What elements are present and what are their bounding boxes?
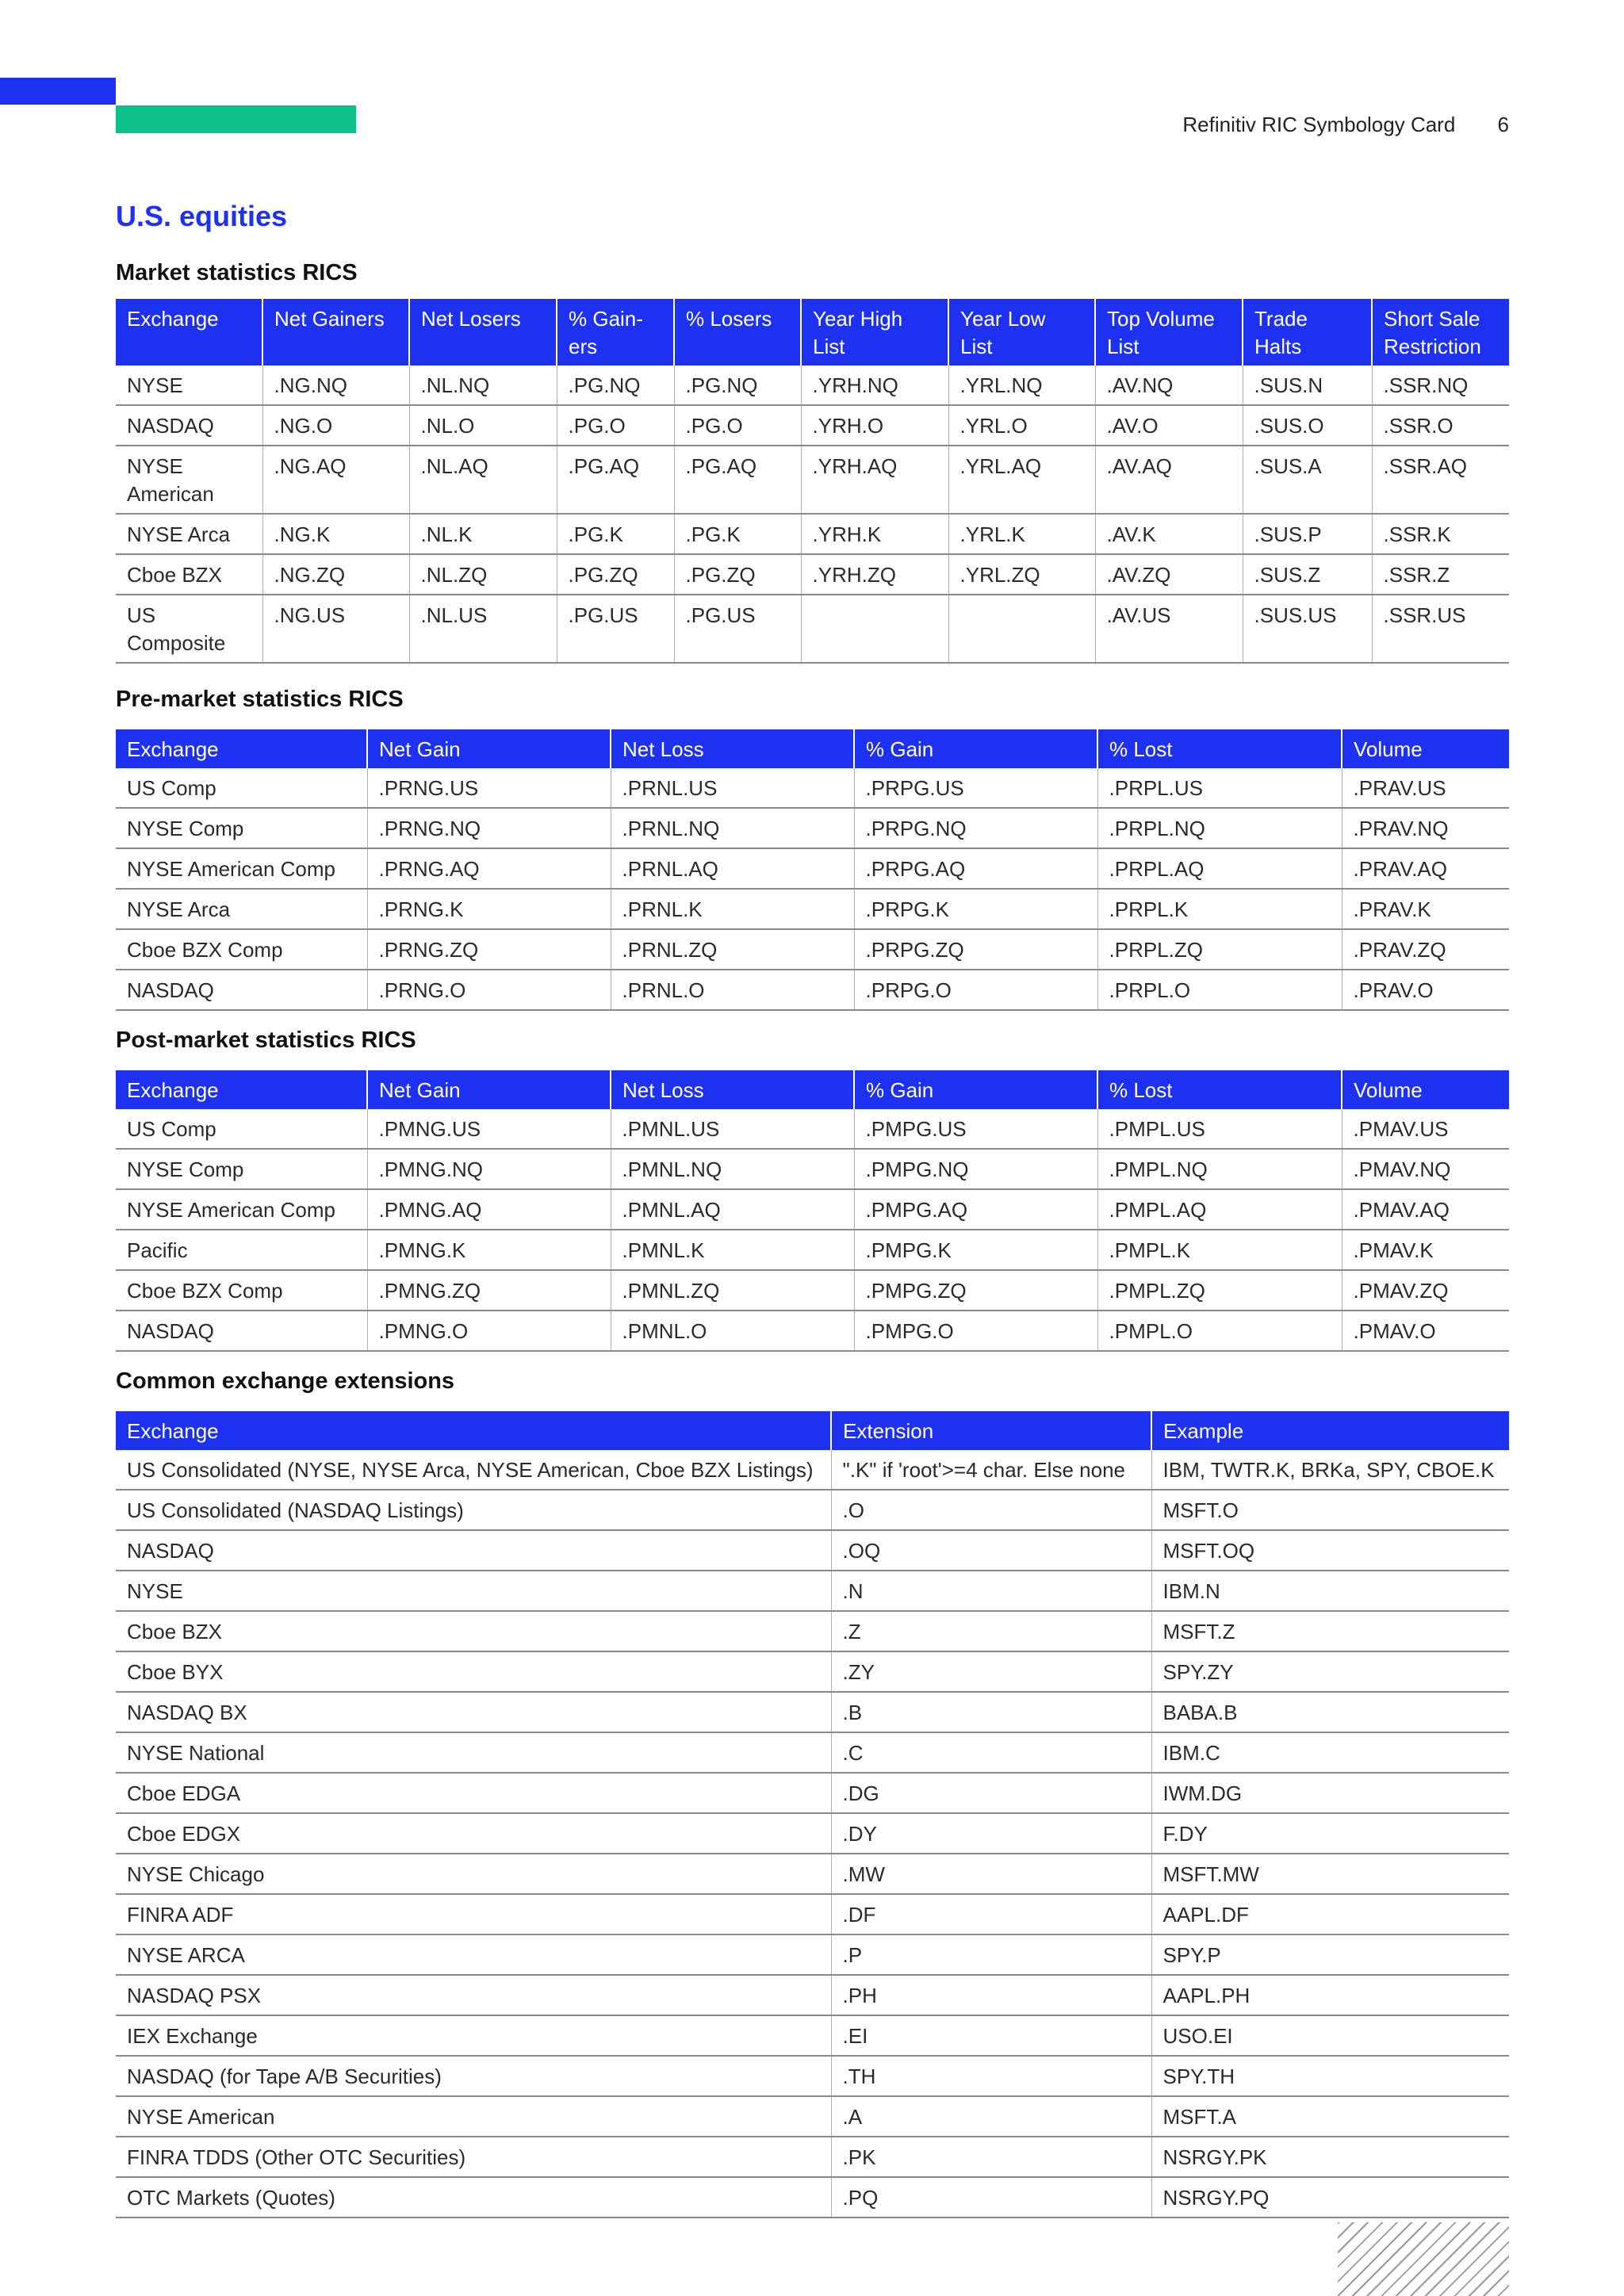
exchange-cell: NYSE Comp (116, 1149, 367, 1189)
table-cell: .PRAV.NQ (1342, 808, 1509, 848)
table-cell: .PMPL.O (1097, 1311, 1342, 1351)
page-number: 6 (1497, 113, 1509, 136)
table-cell: .SSR.AQ (1372, 446, 1509, 514)
table-cell: .SUS.Z (1243, 554, 1372, 595)
table-cell: .PRPG.ZQ (854, 929, 1097, 970)
table-row (116, 1934, 1509, 1975)
table-cell: .PRNG.US (367, 768, 611, 808)
exchange-cell: NYSE (116, 1571, 831, 1611)
exchange-cell: NASDAQ (116, 405, 262, 446)
exchange-cell: US Comp (116, 1109, 367, 1149)
table-cell: .PRNL.ZQ (611, 929, 854, 970)
table-row (116, 2015, 1509, 2056)
table-cell (948, 595, 1095, 663)
table-cell: .YRH.ZQ (801, 554, 948, 595)
table-cell: .PMNL.K (611, 1230, 854, 1270)
exchange-cell: NYSE ARCA (116, 1934, 831, 1975)
table-cell: .YRH.K (801, 514, 948, 554)
table-cell: .PRAV.ZQ (1342, 929, 1509, 970)
table-cell: .PMNG.ZQ (367, 1270, 611, 1311)
market-stats-table (116, 299, 1509, 664)
table-cell: .NL.K (409, 514, 557, 554)
table-row (116, 2096, 1509, 2137)
exchange-cell: NASDAQ (116, 1530, 831, 1571)
table-cell: .PG.AQ (557, 446, 674, 514)
table-cell: .PMAV.K (1342, 1230, 1509, 1270)
column-header: Short Sale Restriction (1372, 299, 1509, 365)
exchange-cell: NYSE American Comp (116, 848, 367, 889)
table-row (116, 1773, 1509, 1813)
table-cell: .PRNG.O (367, 970, 611, 1010)
exchange-cell: Pacific (116, 1230, 367, 1270)
post-market-title: Post-market statistics RICS (116, 1027, 416, 1053)
exchange-cell: NYSE (116, 365, 262, 405)
table-row (116, 848, 1509, 889)
table-cell: .PRPG.US (854, 768, 1097, 808)
table-cell: .PRPL.AQ (1097, 848, 1342, 889)
table-row (116, 1651, 1509, 1692)
exchange-cell: NASDAQ PSX (116, 1975, 831, 2015)
exchange-cell: Cboe BZX (116, 1611, 831, 1651)
table-cell: .MW (831, 1854, 1151, 1894)
table-cell: .SSR.K (1372, 514, 1509, 554)
exchange-cell: NASDAQ BX (116, 1692, 831, 1732)
table-row (116, 365, 1509, 405)
table-cell: .NL.NQ (409, 365, 557, 405)
table-cell: .NG.K (262, 514, 409, 554)
table-cell: .AV.AQ (1095, 446, 1243, 514)
table-cell: .PG.O (674, 405, 801, 446)
table-cell: .Z (831, 1611, 1151, 1651)
table-cell: .AV.O (1095, 405, 1243, 446)
table-cell: .SUS.N (1243, 365, 1372, 405)
table-cell: .PRNG.K (367, 889, 611, 929)
table-cell: .NL.US (409, 595, 557, 663)
table-cell: .PMNG.US (367, 1109, 611, 1149)
table-cell: .PMPL.K (1097, 1230, 1342, 1270)
post-market-table (116, 1070, 1509, 1352)
hatch-pattern-decoration (1338, 2222, 1509, 2296)
extensions-title: Common exchange extensions (116, 1368, 455, 1394)
table-cell: .AV.NQ (1095, 365, 1243, 405)
table-cell: .PG.ZQ (674, 554, 801, 595)
table-cell: .PRNL.K (611, 889, 854, 929)
table-cell: AAPL.DF (1151, 1894, 1509, 1934)
section-title: U.S. equities (116, 200, 288, 232)
exchange-cell: NASDAQ (for Tape A/B Securities) (116, 2056, 831, 2096)
table-cell: .PMNG.O (367, 1311, 611, 1351)
table-header-row (116, 1070, 1509, 1109)
table-row (116, 1490, 1509, 1530)
table-cell: .PRPL.K (1097, 889, 1342, 929)
table-row (116, 889, 1509, 929)
table-cell: .PMNG.K (367, 1230, 611, 1270)
table-cell: .YRH.O (801, 405, 948, 446)
table-cell: .PRPG.AQ (854, 848, 1097, 889)
table-cell: .EI (831, 2015, 1151, 2056)
column-header: Volume (1342, 1070, 1509, 1109)
column-header: Exchange (116, 1070, 367, 1109)
table-cell: .N (831, 1571, 1151, 1611)
exchange-cell: OTC Markets (Quotes) (116, 2177, 831, 2218)
table-cell: .PRNL.NQ (611, 808, 854, 848)
table-cell: .SSR.NQ (1372, 365, 1509, 405)
table-cell: .PMPG.ZQ (854, 1270, 1097, 1311)
table-row (116, 970, 1509, 1010)
table-cell: .PG.O (557, 405, 674, 446)
table-cell: .SSR.O (1372, 405, 1509, 446)
table-cell: .PMPG.K (854, 1230, 1097, 1270)
table-cell: .DG (831, 1773, 1151, 1813)
table-row (116, 1149, 1509, 1189)
table-cell: .PRPL.O (1097, 970, 1342, 1010)
table-cell: .PG.AQ (674, 446, 801, 514)
table-row (116, 2137, 1509, 2177)
table-cell: .A (831, 2096, 1151, 2137)
exchange-cell: US Comp (116, 768, 367, 808)
column-header: Extension (831, 1411, 1151, 1450)
column-header: % Gain-ers (557, 299, 674, 365)
table-row (116, 1813, 1509, 1854)
table-cell: .PMNL.O (611, 1311, 854, 1351)
table-row (116, 595, 1509, 663)
column-header: % Lost (1097, 729, 1342, 768)
pre-market-table (116, 729, 1509, 1011)
table-cell: .PG.K (674, 514, 801, 554)
table-row (116, 1450, 1509, 1490)
table-cell: NSRGY.PK (1151, 2137, 1509, 2177)
table-row (116, 768, 1509, 808)
table-cell: SPY.ZY (1151, 1651, 1509, 1692)
table-cell: .PMPL.ZQ (1097, 1270, 1342, 1311)
table-cell: .NG.US (262, 595, 409, 663)
table-cell: .PG.NQ (557, 365, 674, 405)
table-cell: .PG.NQ (674, 365, 801, 405)
exchange-cell: FINRA ADF (116, 1894, 831, 1934)
table-cell: .PRPG.NQ (854, 808, 1097, 848)
table-row (116, 1611, 1509, 1651)
column-header: Net Losers (409, 299, 557, 365)
running-header (1182, 113, 1509, 137)
table-cell: .PRNG.AQ (367, 848, 611, 889)
column-header: Net Loss (611, 1070, 854, 1109)
table-cell: .PMPG.AQ (854, 1189, 1097, 1230)
table-row (116, 405, 1509, 446)
table-cell: .PRNG.NQ (367, 808, 611, 848)
table-cell: .PG.ZQ (557, 554, 674, 595)
table-cell: MSFT.A (1151, 2096, 1509, 2137)
column-header: Exchange (116, 729, 367, 768)
extensions-table (116, 1411, 1509, 2218)
exchange-cell: NASDAQ (116, 1311, 367, 1351)
table-cell: .YRL.ZQ (948, 554, 1095, 595)
column-header: Net Gain (367, 1070, 611, 1109)
column-header: Exchange (116, 299, 262, 365)
table-cell: .SSR.Z (1372, 554, 1509, 595)
table-row (116, 446, 1509, 514)
table-cell: .PH (831, 1975, 1151, 2015)
table-cell: .PMNG.NQ (367, 1149, 611, 1189)
table-row (116, 1270, 1509, 1311)
table-cell: .PMNL.ZQ (611, 1270, 854, 1311)
table-cell: .PMPG.US (854, 1109, 1097, 1149)
table-cell: .PRPL.NQ (1097, 808, 1342, 848)
exchange-cell: NYSE American (116, 2096, 831, 2137)
column-header: Trade Halts (1243, 299, 1372, 365)
exchange-cell: US Consolidated (NYSE, NYSE Arca, NYSE American, Cboe BZX Listings) (116, 1450, 831, 1490)
exchange-cell: Cboe BZX (116, 554, 262, 595)
table-row (116, 1854, 1509, 1894)
table-cell: .PRPG.O (854, 970, 1097, 1010)
table-cell: .PRAV.AQ (1342, 848, 1509, 889)
table-cell: .PRNL.AQ (611, 848, 854, 889)
table-header-row (116, 1411, 1509, 1450)
exchange-cell: Cboe EDGA (116, 1773, 831, 1813)
table-cell: .PRAV.US (1342, 768, 1509, 808)
table-row (116, 1311, 1509, 1351)
table-cell: IBM.N (1151, 1571, 1509, 1611)
table-cell: .PRNL.O (611, 970, 854, 1010)
table-cell: SPY.P (1151, 1934, 1509, 1975)
table-cell: .PK (831, 2137, 1151, 2177)
column-header: Year High List (801, 299, 948, 365)
table-row (116, 1692, 1509, 1732)
table-cell: .PMNG.AQ (367, 1189, 611, 1230)
column-header: % Losers (674, 299, 801, 365)
table-cell: .NG.ZQ (262, 554, 409, 595)
table-cell: .YRH.AQ (801, 446, 948, 514)
column-header: Year Low List (948, 299, 1095, 365)
table-cell: ".K" if 'root'>=4 char. Else none (831, 1450, 1151, 1490)
table-cell: .PMNL.US (611, 1109, 854, 1149)
table-cell: MSFT.OQ (1151, 1530, 1509, 1571)
table-row (116, 514, 1509, 554)
brand-bar-blue (0, 78, 116, 105)
table-cell: .PMAV.AQ (1342, 1189, 1509, 1230)
table-row (116, 2177, 1509, 2218)
table-cell: MSFT.MW (1151, 1854, 1509, 1894)
exchange-cell: NYSE Arca (116, 889, 367, 929)
table-cell: .PRPG.K (854, 889, 1097, 929)
table-row (116, 1975, 1509, 2015)
table-cell: .PRPL.US (1097, 768, 1342, 808)
column-header: Net Gainers (262, 299, 409, 365)
exchange-cell: Cboe BZX Comp (116, 929, 367, 970)
table-cell: .YRL.NQ (948, 365, 1095, 405)
column-header: % Gain (854, 729, 1097, 768)
table-cell: .TH (831, 2056, 1151, 2096)
table-cell: .SUS.P (1243, 514, 1372, 554)
column-header: Volume (1342, 729, 1509, 768)
exchange-cell: US Composite (116, 595, 262, 663)
table-cell: .AV.ZQ (1095, 554, 1243, 595)
exchange-cell: NYSE Chicago (116, 1854, 831, 1894)
table-cell: .PG.US (674, 595, 801, 663)
table-cell: .PMPG.O (854, 1311, 1097, 1351)
table-cell: .ZY (831, 1651, 1151, 1692)
table-cell: .SUS.O (1243, 405, 1372, 446)
table-row (116, 1230, 1509, 1270)
table-row (116, 1732, 1509, 1773)
table-cell: MSFT.Z (1151, 1611, 1509, 1651)
table-cell: BABA.B (1151, 1692, 1509, 1732)
table-cell: .SUS.US (1243, 595, 1372, 663)
table-cell: .PRAV.K (1342, 889, 1509, 929)
table-cell: .PMPL.NQ (1097, 1149, 1342, 1189)
exchange-cell: NASDAQ (116, 970, 367, 1010)
table-cell: .PMAV.NQ (1342, 1149, 1509, 1189)
column-header: Exchange (116, 1411, 831, 1450)
table-cell: .PMPL.AQ (1097, 1189, 1342, 1230)
table-cell: .NL.AQ (409, 446, 557, 514)
column-header: % Lost (1097, 1070, 1342, 1109)
table-cell: .PMAV.US (1342, 1109, 1509, 1149)
table-cell: .SUS.A (1243, 446, 1372, 514)
table-cell: IBM, TWTR.K, BRKa, SPY, CBOE.K (1151, 1450, 1509, 1490)
table-cell: .DY (831, 1813, 1151, 1854)
table-row (116, 808, 1509, 848)
table-cell: .NG.O (262, 405, 409, 446)
table-cell: .P (831, 1934, 1151, 1975)
exchange-cell: Cboe BZX Comp (116, 1270, 367, 1311)
column-header: Top Volume List (1095, 299, 1243, 365)
table-cell: USO.EI (1151, 2015, 1509, 2056)
column-header: Net Gain (367, 729, 611, 768)
document-title: Refinitiv RIC Symbology Card (1182, 113, 1456, 136)
exchange-cell: NYSE American (116, 446, 262, 514)
exchange-cell: NYSE Arca (116, 514, 262, 554)
exchange-cell: US Consolidated (NASDAQ Listings) (116, 1490, 831, 1530)
table-cell: SPY.TH (1151, 2056, 1509, 2096)
table-cell: F.DY (1151, 1813, 1509, 1854)
table-cell: .NG.AQ (262, 446, 409, 514)
exchange-cell: Cboe BYX (116, 1651, 831, 1692)
table-row (116, 1571, 1509, 1611)
table-cell: .NG.NQ (262, 365, 409, 405)
table-cell: IWM.DG (1151, 1773, 1509, 1813)
table-row (116, 1189, 1509, 1230)
table-cell: .YRL.AQ (948, 446, 1095, 514)
table-cell: .PRPL.ZQ (1097, 929, 1342, 970)
table-row (116, 1109, 1509, 1149)
table-header-row (116, 299, 1509, 365)
table-row (116, 2056, 1509, 2096)
table-cell: .DF (831, 1894, 1151, 1934)
table-cell: .PRNG.ZQ (367, 929, 611, 970)
table-cell: AAPL.PH (1151, 1975, 1509, 2015)
exchange-cell: Cboe EDGX (116, 1813, 831, 1854)
table-row (116, 1530, 1509, 1571)
table-cell: .PMPG.NQ (854, 1149, 1097, 1189)
table-cell: .PMNL.NQ (611, 1149, 854, 1189)
table-cell: .PRNL.US (611, 768, 854, 808)
table-row (116, 929, 1509, 970)
table-cell: .PQ (831, 2177, 1151, 2218)
table-cell: .YRL.O (948, 405, 1095, 446)
table-cell: .PMNL.AQ (611, 1189, 854, 1230)
table-cell: .NL.ZQ (409, 554, 557, 595)
table-cell: .YRL.K (948, 514, 1095, 554)
table-cell: .O (831, 1490, 1151, 1530)
table-cell: .PRAV.O (1342, 970, 1509, 1010)
exchange-cell: NYSE American Comp (116, 1189, 367, 1230)
column-header: Example (1151, 1411, 1509, 1450)
table-row (116, 1894, 1509, 1934)
table-cell: MSFT.O (1151, 1490, 1509, 1530)
exchange-cell: NYSE National (116, 1732, 831, 1773)
table-header-row (116, 729, 1509, 768)
table-cell: .PG.K (557, 514, 674, 554)
table-cell: .C (831, 1732, 1151, 1773)
table-cell: .OQ (831, 1530, 1151, 1571)
exchange-cell: IEX Exchange (116, 2015, 831, 2056)
table-cell: NSRGY.PQ (1151, 2177, 1509, 2218)
table-cell: .SSR.US (1372, 595, 1509, 663)
table-cell: .PMAV.ZQ (1342, 1270, 1509, 1311)
table-cell: .B (831, 1692, 1151, 1732)
table-cell: .NL.O (409, 405, 557, 446)
table-row (116, 554, 1509, 595)
table-cell (801, 595, 948, 663)
table-cell: IBM.C (1151, 1732, 1509, 1773)
brand-bar-green (116, 105, 356, 133)
market-stats-title: Market statistics RICS (116, 260, 358, 285)
table-cell: .PMAV.O (1342, 1311, 1509, 1351)
column-header: Net Loss (611, 729, 854, 768)
pre-market-title: Pre-market statistics RICS (116, 687, 404, 712)
table-cell: .YRH.NQ (801, 365, 948, 405)
column-header: % Gain (854, 1070, 1097, 1109)
exchange-cell: FINRA TDDS (Other OTC Securities) (116, 2137, 831, 2177)
table-cell: .AV.K (1095, 514, 1243, 554)
table-cell: .PMPL.US (1097, 1109, 1342, 1149)
table-cell: .AV.US (1095, 595, 1243, 663)
exchange-cell: NYSE Comp (116, 808, 367, 848)
table-cell: .PG.US (557, 595, 674, 663)
